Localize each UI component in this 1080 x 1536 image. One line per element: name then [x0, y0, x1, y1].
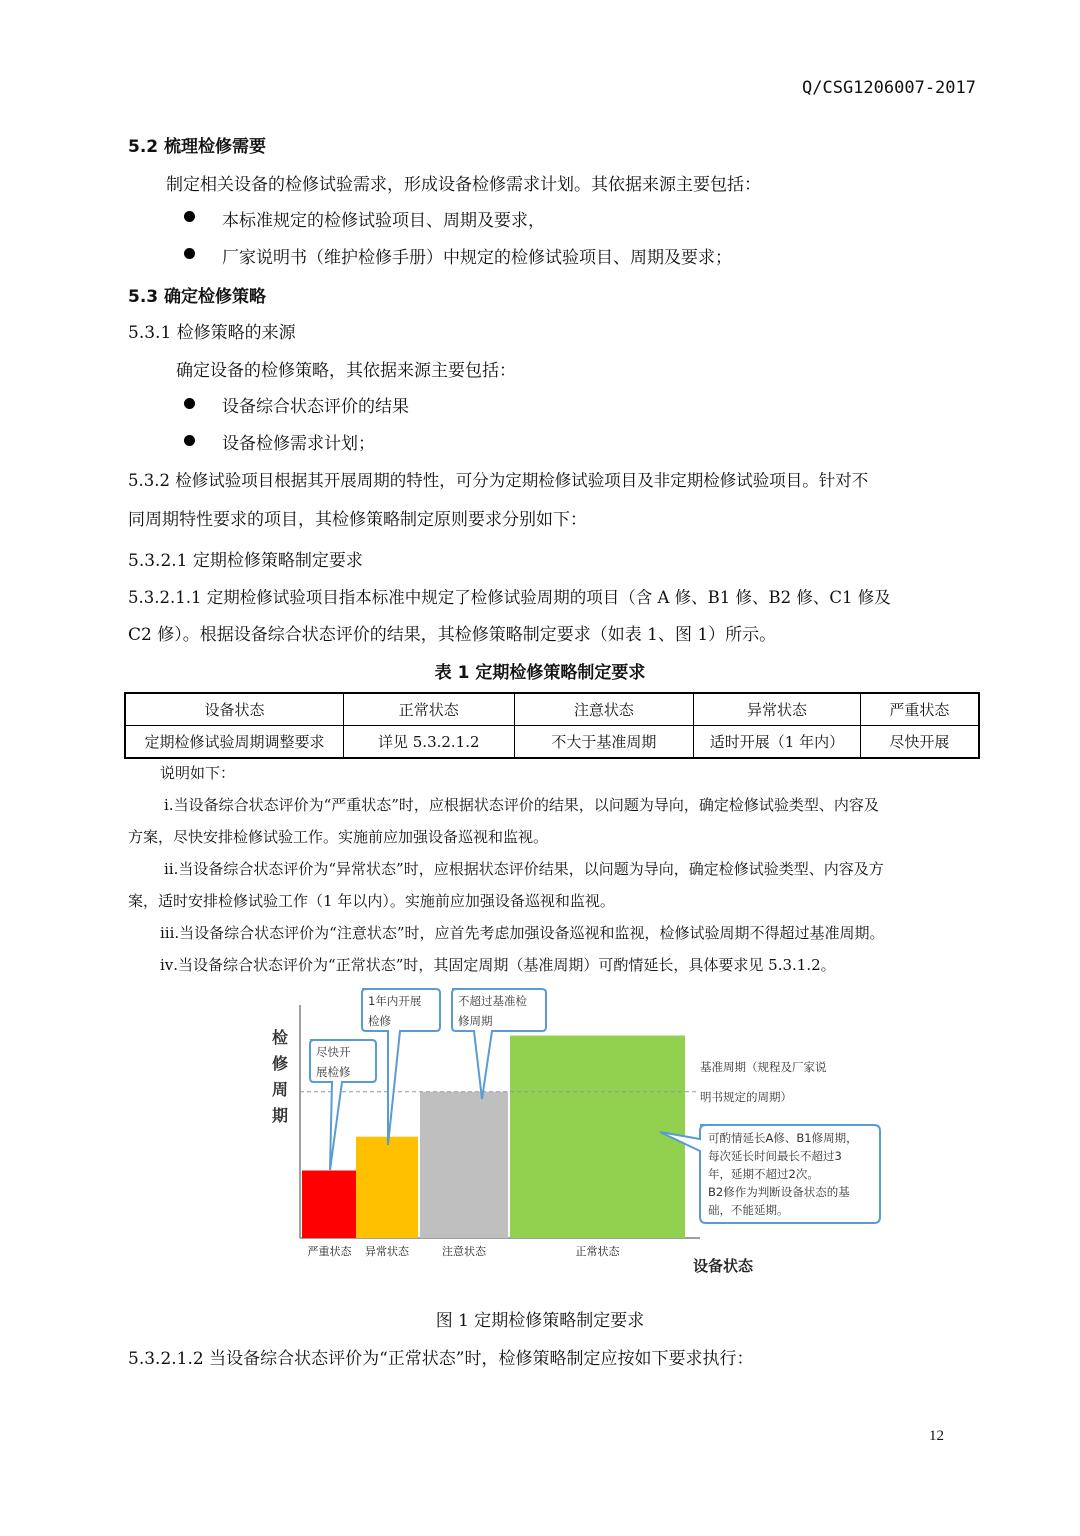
- note-i-line1: ⅰ.当设备综合状态评价为“严重状态”时，应根据状态评价的结果，以问题为导向，确定检修试验类型、内容及: [164, 796, 879, 814]
- category-labels: [308, 1244, 621, 1258]
- notes-lead: 说明如下：: [160, 764, 236, 782]
- table-caption: 表 1 定期检修策略制定要求: [434, 663, 646, 683]
- bullet-dot-icon: [184, 398, 195, 409]
- strategy-chart: [260, 985, 900, 1285]
- callout-severe-text: 展检修: [316, 1065, 351, 1079]
- table-header-row: [125, 693, 979, 726]
- note-ii-line1: ⅱ.当设备综合状态评价为“异常状态”时，应根据状态评价结果，以问题为导向，确定检修试验类型、内容及方: [164, 860, 884, 878]
- section-5-3-2-line2: 同周期特性要求的项目，其检修策略制定原则要求分别如下：: [128, 510, 587, 530]
- callout-extension-text: 础，不能延期。: [708, 1203, 789, 1217]
- bullet-dot-icon: [184, 248, 195, 259]
- callout-abnormal-text: 1年内开展: [368, 994, 422, 1008]
- note-i-line2: 方案，尽快安排检修试验工作。实施前应加强设备巡视和监视。: [128, 828, 549, 846]
- callout-attention-text: 不超过基准检: [458, 994, 527, 1008]
- table-cell: 不大于基准周期: [514, 726, 694, 759]
- table-cell: 适时开展（1 年内）: [694, 726, 861, 759]
- table-header-cell: 注意状态: [514, 693, 694, 726]
- category-label: 异常状态: [365, 1245, 409, 1258]
- x-axis-label: 设备状态: [692, 1257, 754, 1275]
- list-item: 设备综合状态评价的结果: [222, 397, 409, 417]
- section-5-3-2-1-title: 5.3.2.1 定期检修策略制定要求: [128, 551, 363, 571]
- callout-extension-text: 每次延长时间最长不超过3: [708, 1149, 842, 1163]
- note-iv: ⅳ.当设备综合状态评价为“正常状态”时，其固定周期（基准周期）可酌情延长，具体要求见 5.3.1.2。: [160, 956, 836, 974]
- callout-attention-text: 修周期: [458, 1014, 493, 1028]
- note-iii: ⅲ.当设备综合状态评价为“注意状态”时，应首先考虑加强设备巡视和监视，检修试验周期不得超过基准周期。: [160, 924, 885, 942]
- section-5-2-title: 5.2 梳理检修需要: [128, 137, 267, 157]
- list-item: 本标准规定的检修试验项目、周期及要求，: [222, 211, 545, 231]
- bar-3: [420, 1092, 508, 1238]
- standard-number: Q/CSG1206007-2017: [802, 78, 976, 98]
- section-5-3-2-line1: 5.3.2 检修试验项目根据其开展周期的特性，可分为定期检修试验项目及非定期检修试验项目。针对不: [128, 471, 869, 490]
- table-header-cell: 正常状态: [343, 693, 514, 726]
- section-5-3-1-intro: 确定设备的检修策略，其依据来源主要包括：: [176, 361, 516, 381]
- table-cell: 定期检修试验周期调整要求: [125, 726, 343, 759]
- callout-abnormal-text: 检修: [368, 1014, 391, 1028]
- svg-text:期: 期: [271, 1106, 289, 1125]
- svg-text:修: 修: [271, 1054, 289, 1073]
- section-5-3-2-1-1-line1: 5.3.2.1.1 定期检修试验项目指本标准中规定了检修试验周期的项目（含 A 修、B1 修、B2 修、C1 修及: [128, 588, 891, 607]
- bullet-dot-icon: [184, 211, 195, 222]
- list-item: 厂家说明书（维护检修手册）中规定的检修试验项目、周期及要求；: [222, 248, 732, 268]
- callout-extension-text: 年，延期不超过2次。: [708, 1167, 819, 1181]
- table-cell: 尽快开展: [860, 726, 979, 759]
- callout-severe-text: 尽快开: [316, 1045, 351, 1059]
- category-label: 注意状态: [442, 1245, 486, 1258]
- svg-text:检: 检: [271, 1028, 289, 1047]
- svg-text:周: 周: [271, 1080, 289, 1099]
- page-number: 12: [929, 1428, 944, 1444]
- note-ii-line2: 案，适时安排检修试验工作（1 年以内）。实施前应加强设备巡视和监视。: [128, 892, 615, 910]
- table-header-cell: 设备状态: [125, 693, 343, 726]
- list-item: 设备检修需求计划；: [222, 434, 375, 454]
- bar-4: [510, 1036, 685, 1239]
- table-row: [125, 726, 979, 759]
- section-5-3-2-1-1-line2: C2 修）。根据设备综合状态评价的结果，其检修策略制定要求（如表 1、图 1）所示。: [128, 625, 777, 645]
- category-label: 严重状态: [307, 1245, 352, 1258]
- bar-2: [356, 1137, 418, 1238]
- base-period-label: 基准周期（规程及厂家说: [700, 1060, 827, 1074]
- table-header-cell: 异常状态: [694, 693, 861, 726]
- table-header-cell: 严重状态: [860, 693, 979, 726]
- callout-extension-text: 可酌情延长A修、B1修周期，: [708, 1131, 858, 1145]
- section-5-3-title: 5.3 确定检修策略: [128, 287, 267, 307]
- section-5-2-intro: 制定相关设备的检修试验需求，形成设备检修需求计划。其依据来源主要包括：: [166, 175, 761, 195]
- y-axis-label: [272, 1028, 289, 1125]
- section-5-3-1-title: 5.3.1 检修策略的来源: [128, 323, 296, 343]
- category-label: 正常状态: [575, 1245, 620, 1258]
- callout-extension-text: B2修作为判断设备状态的基: [708, 1185, 850, 1199]
- base-period-label: 明书规定的周期）: [700, 1090, 792, 1104]
- bullet-dot-icon: [184, 435, 195, 446]
- section-5-3-2-1-2-line: 5.3.2.1.2 当设备综合状态评价为“正常状态”时，检修策略制定应按如下要求执行：: [128, 1349, 754, 1369]
- figure-caption: 图 1 定期检修策略制定要求: [435, 1311, 645, 1331]
- table-cell: 详见 5.3.2.1.2: [343, 726, 514, 759]
- strategy-table: [124, 692, 980, 759]
- bar-1: [302, 1171, 357, 1239]
